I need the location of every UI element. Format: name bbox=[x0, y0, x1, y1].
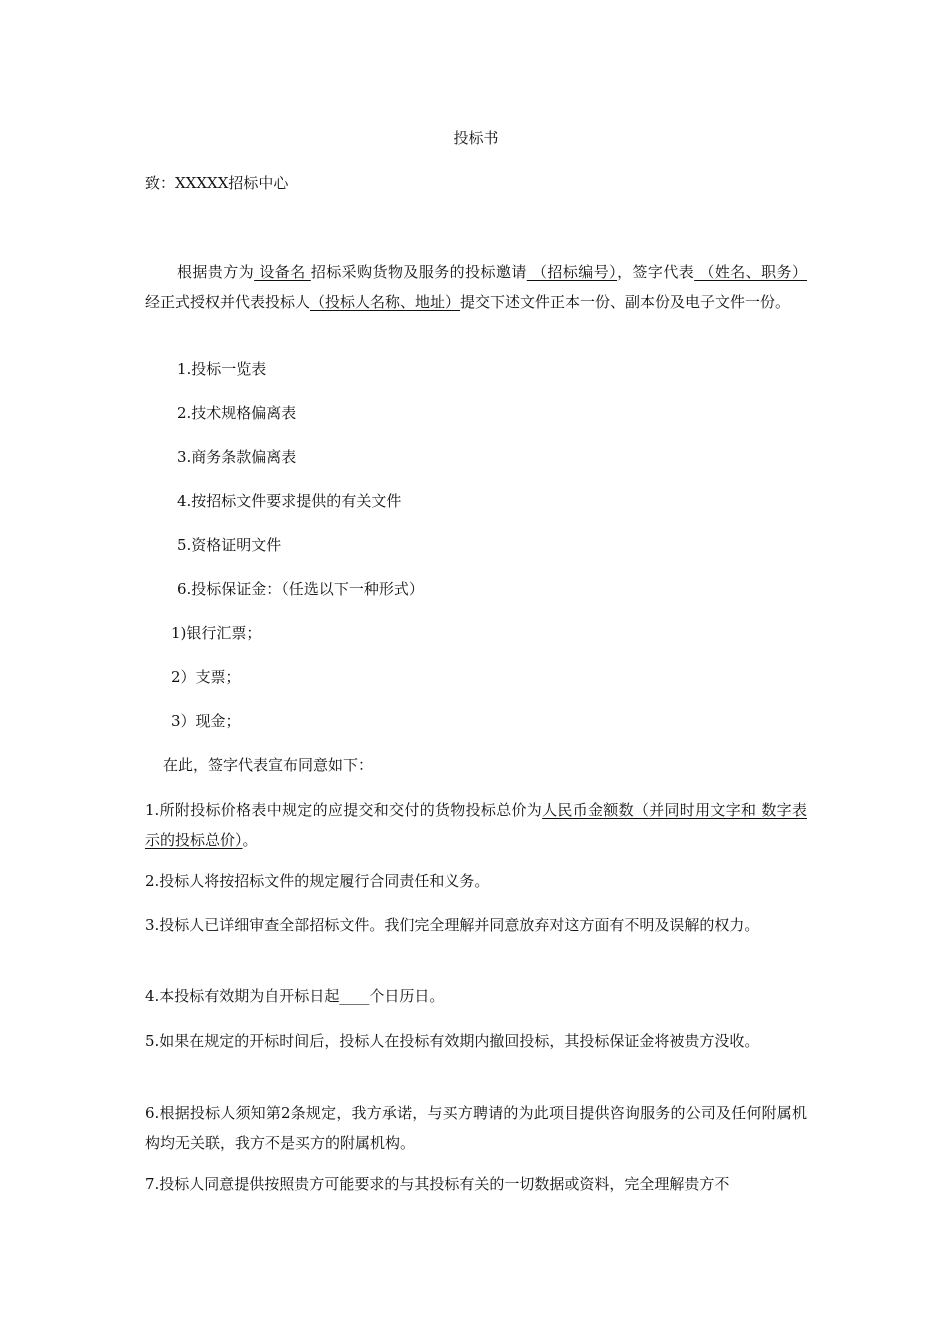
intro-text-2: 招标采购货物及服务的投标邀请 bbox=[310, 263, 527, 281]
clause-6: 6.根据投标人须知第2条规定，我方承诺，与买方聘请的为此项目提供咨询服务的公司及任何附属机构均无关联，我方不是买方的附属机构。 bbox=[145, 1104, 807, 1152]
equipment-name-field: 设备名 bbox=[254, 263, 311, 281]
intro-text-4: 经正式授权并代表投标人 bbox=[145, 293, 311, 311]
validity-days-blank: ____ bbox=[339, 987, 370, 1005]
intro-paragraph bbox=[145, 257, 807, 317]
file-list-item: 4.按招标文件要求提供的有关文件 bbox=[177, 492, 402, 510]
document-page bbox=[145, 0, 807, 1344]
intro-text-5: 提交下述文件正本一份、副本份及电子文件一份。 bbox=[460, 293, 791, 311]
clause-3: 3.投标人已详细审查全部招标文件。我们完全理解并同意放弃对这方面有不明及误解的权力。 bbox=[145, 916, 760, 934]
signatory-field: （姓名、职务） bbox=[694, 263, 807, 281]
recipient-line: 致：XXXXX招标中心 bbox=[145, 174, 289, 192]
file-list-item: 6.投标保证金：（任选以下一种形式） bbox=[177, 580, 424, 598]
total-price-field: 人民币金额数（并同时用文字和 数字表示的投标总价） bbox=[145, 801, 807, 849]
clause-4-text: 4.本投标有效期为自开标日起 bbox=[145, 987, 340, 1005]
clause-1-end: 。 bbox=[242, 831, 258, 849]
clause-1-text: 1.所附投标价格表中规定的应提交和交付的货物投标总价为 bbox=[145, 801, 543, 819]
clause-2: 2.投标人将按招标文件的规定履行合同责任和义务。 bbox=[145, 872, 490, 890]
deposit-option: 2）支票； bbox=[171, 668, 241, 686]
file-list-item: 5.资格证明文件 bbox=[177, 536, 282, 554]
declaration-intro: 在此，签字代表宣布同意如下： bbox=[163, 756, 374, 774]
deposit-option: 1)银行汇票； bbox=[171, 624, 262, 642]
deposit-option: 3）现金； bbox=[171, 712, 241, 730]
intro-text-1: 根据贵方为 bbox=[177, 263, 255, 281]
tender-number-field: （招标编号） bbox=[526, 263, 618, 281]
intro-text-3: ，签字代表 bbox=[617, 263, 695, 281]
file-list-item: 2.技术规格偏离表 bbox=[177, 404, 297, 422]
clause-5: 5.如果在规定的开标时间后，投标人在投标有效期内撤回投标，其投标保证金将被贵方没收。 bbox=[145, 1032, 760, 1050]
clause-4-end: 个日历日。 bbox=[369, 987, 445, 1005]
file-list-item: 1.投标一览表 bbox=[177, 360, 267, 378]
file-list-item: 3.商务条款偏离表 bbox=[177, 448, 297, 466]
clause-7: 7.投标人同意提供按照贵方可能要求的与其投标有关的一切数据或资料，完全理解贵方不 bbox=[145, 1175, 730, 1193]
bidder-name-address-field: （投标人名称、地址） bbox=[310, 293, 461, 311]
document-title: 投标书 bbox=[453, 129, 499, 147]
clause-1 bbox=[145, 795, 807, 855]
clause-4 bbox=[145, 986, 444, 1006]
